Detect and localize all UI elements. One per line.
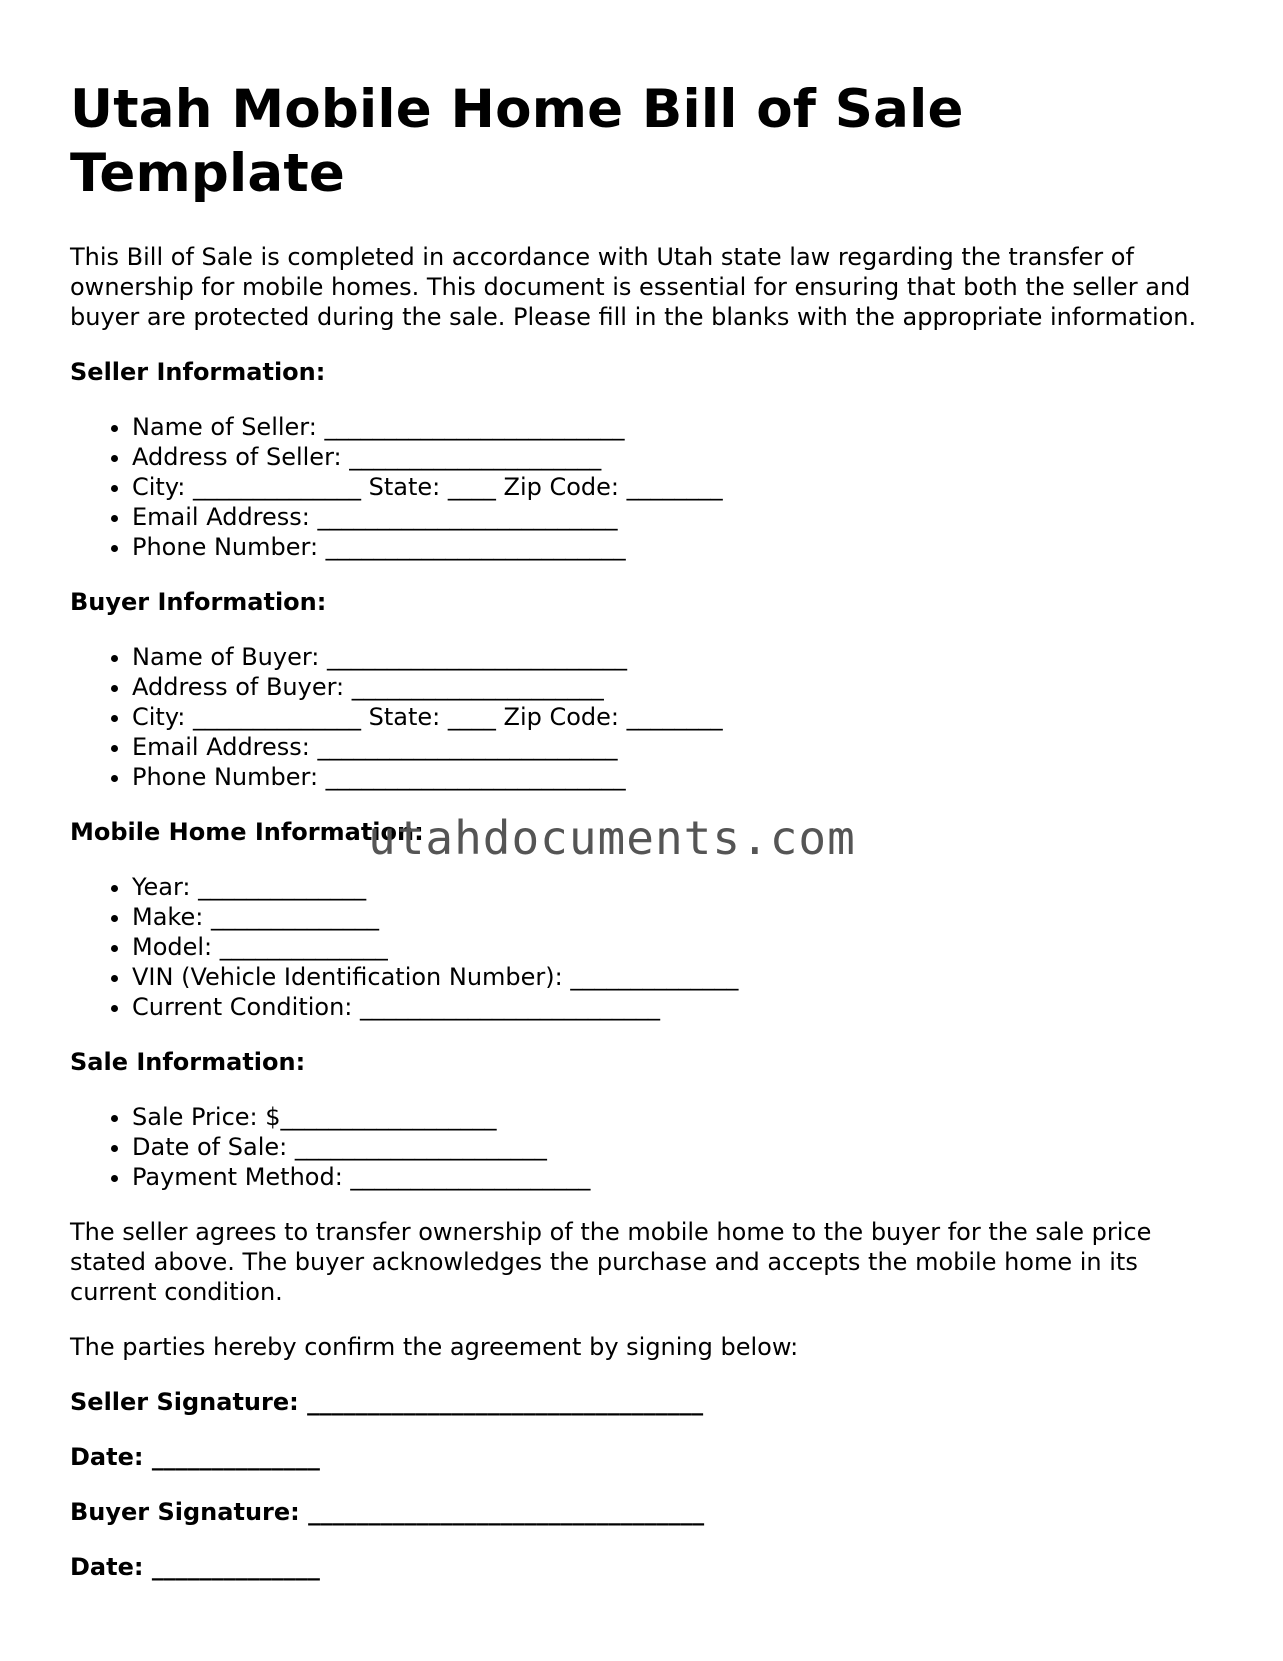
buyer-heading: Buyer Information: bbox=[70, 588, 327, 616]
seller-heading: Seller Information: bbox=[70, 358, 326, 386]
seller-signature-field[interactable]: Seller Signature: _________________________________ bbox=[70, 1388, 704, 1416]
watermark: utahdocuments.com bbox=[368, 811, 856, 865]
year-field[interactable]: • Year: ______________ bbox=[132, 872, 1220, 902]
seller-date-field[interactable]: Date: ______________ bbox=[70, 1443, 320, 1471]
sale-price-field[interactable]: • Sale Price: $__________________ bbox=[132, 1102, 1220, 1132]
seller-email-field[interactable]: • Email Address: _________________________ bbox=[132, 502, 1220, 532]
make-field[interactable]: • Make: ______________ bbox=[132, 902, 1220, 932]
vin-field[interactable]: • VIN (Vehicle Identification Number): ______________ bbox=[132, 962, 1220, 992]
seller-city-state-zip-field[interactable]: • City: ______________ State: ____ Zip Code: ________ bbox=[132, 472, 1220, 502]
intro-paragraph: This Bill of Sale is completed in accordance with Utah state law regarding the transfer of ownership for mobile homes. This document is essential for ensuring that both the seller and buyer are protected during the sale. Please fill in the blanks with the appropriate information. bbox=[70, 243, 1197, 331]
seller-address-field[interactable]: • Address of Seller: _____________________ bbox=[132, 442, 1220, 472]
buyer-email-field[interactable]: • Email Address: _________________________ bbox=[132, 732, 1220, 762]
buyer-date-field[interactable]: Date: ______________ bbox=[70, 1553, 320, 1581]
mobile-home-list bbox=[70, 872, 1220, 1022]
buyer-signature-field[interactable]: Buyer Signature: _________________________________ bbox=[70, 1498, 705, 1526]
payment-method-field[interactable]: • Payment Method: ____________________ bbox=[132, 1162, 1220, 1192]
buyer-list bbox=[70, 642, 1220, 792]
model-field[interactable]: • Model: ______________ bbox=[132, 932, 1220, 962]
seller-name-field[interactable]: • Name of Seller: _________________________ bbox=[132, 412, 1220, 442]
seller-list bbox=[70, 412, 1220, 562]
buyer-city-state-zip-field[interactable]: • City: ______________ State: ____ Zip Code: ________ bbox=[132, 702, 1220, 732]
buyer-phone-field[interactable]: • Phone Number: _________________________ bbox=[132, 762, 1220, 792]
sale-list bbox=[70, 1102, 1220, 1192]
agreement-paragraph: The seller agrees to transfer ownership of the mobile home to the buyer for the sale price stated above. The buyer acknowledges the purchase and accepts the mobile home in its current condition. bbox=[70, 1218, 1152, 1306]
buyer-address-field[interactable]: • Address of Buyer: _____________________ bbox=[132, 672, 1220, 702]
sale-date-field[interactable]: • Date of Sale: _____________________ bbox=[132, 1132, 1220, 1162]
mobile-home-heading: Mobile Home Information: bbox=[70, 818, 424, 846]
buyer-name-field[interactable]: • Name of Buyer: _________________________ bbox=[132, 642, 1220, 672]
seller-phone-field[interactable]: • Phone Number: _________________________ bbox=[132, 532, 1220, 562]
confirm-paragraph: The parties hereby confirm the agreement by signing below: bbox=[70, 1333, 799, 1361]
sale-heading: Sale Information: bbox=[70, 1048, 306, 1076]
condition-field[interactable]: • Current Condition: _________________________ bbox=[132, 992, 1220, 1022]
document-title: Utah Mobile Home Bill of Sale Template bbox=[70, 79, 964, 204]
